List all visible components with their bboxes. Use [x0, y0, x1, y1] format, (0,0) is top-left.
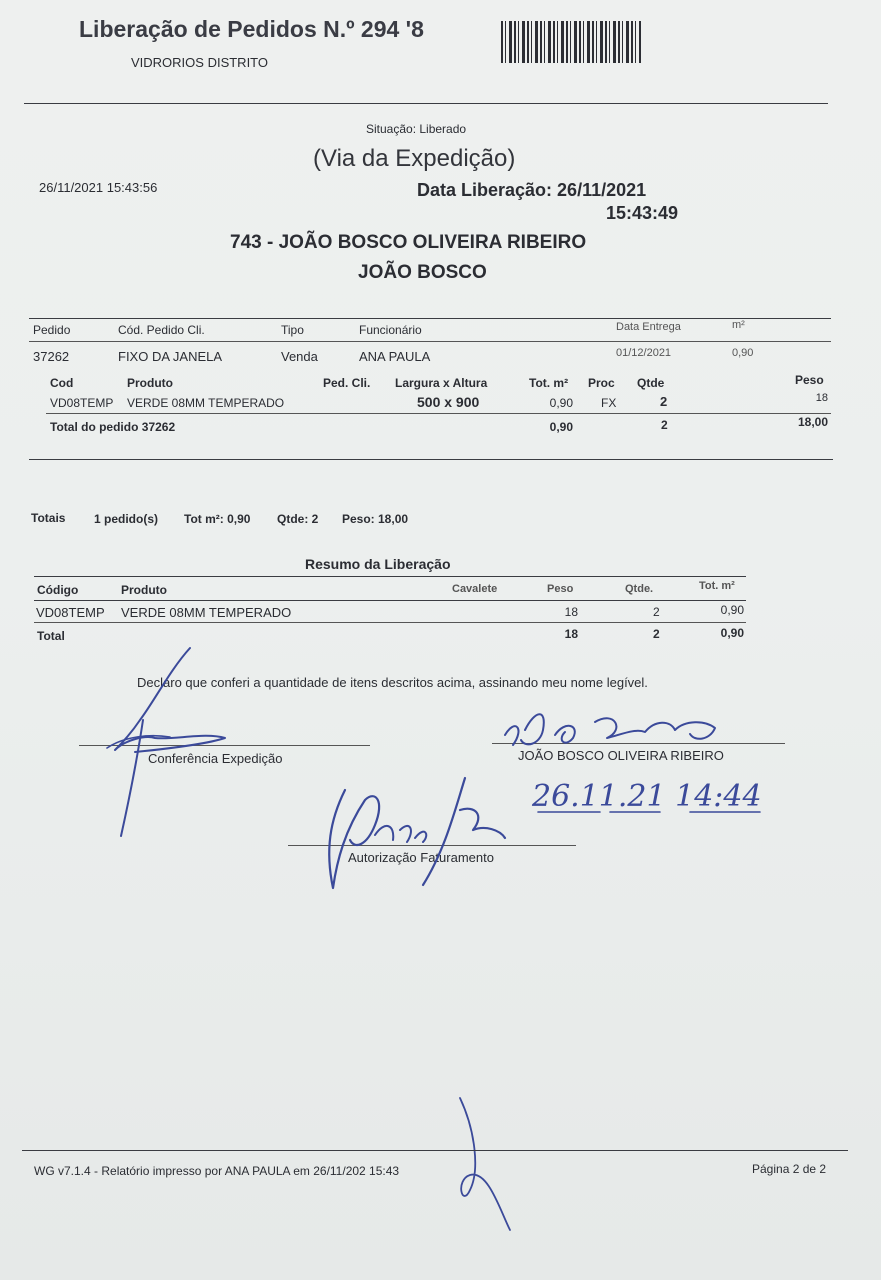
col-header-tipo: Tipo	[281, 323, 304, 337]
col-header-pedido: Pedido	[33, 323, 71, 337]
signature-date	[530, 768, 780, 818]
item-header-cod: Cod	[50, 376, 74, 390]
summary-tot-m2: 0,90	[720, 603, 744, 617]
release-date: Data Liberação: 26/11/2021	[417, 180, 647, 200]
situation-text: Situação: Liberado	[366, 122, 467, 136]
order-total-label: Total do pedido 37262	[50, 420, 176, 434]
summary-header-peso: Peso	[547, 583, 574, 595]
summary-total-m2: 0,90	[720, 626, 744, 640]
order-employee: ANA PAULA	[359, 349, 431, 364]
client-full-name: 743 - JOÃO BOSCO OLIVEIRA RIBEIRO	[230, 232, 587, 253]
order-total-peso: 18,00	[797, 415, 828, 429]
company-name: VIDRORIOS DISTRITO	[131, 55, 268, 70]
summary-qtde: 2	[653, 605, 660, 619]
label-autorizacao-faturamento: Autorização Faturamento	[348, 850, 494, 865]
summary-product: VERDE 08MM TEMPERADO	[121, 605, 292, 620]
divider	[34, 600, 746, 601]
item-product: VERDE 08MM TEMPERADO	[127, 396, 285, 410]
footer-divider	[22, 1150, 848, 1151]
release-time: 15:43:49	[606, 203, 679, 223]
item-tot-m2: 0,90	[549, 396, 573, 410]
summary-header-codigo: Código	[37, 583, 79, 597]
summary-header-qtde: Qtde.	[625, 583, 654, 595]
totals-label: Totais	[31, 511, 66, 525]
item-peso: 18	[815, 392, 828, 404]
summary-total-peso: 18	[564, 627, 578, 641]
totals-pedidos: 1 pedido(s)	[94, 512, 159, 526]
footer-print-info: WG v7.1.4 - Relatório impresso por ANA PAULA em 26/11/202 15:43	[34, 1164, 400, 1178]
item-header-dimensions: Largura x Altura	[395, 376, 488, 390]
divider	[29, 318, 831, 319]
summary-total-label: Total	[37, 629, 65, 643]
divider	[29, 341, 831, 342]
summary-total-qtde: 2	[653, 627, 660, 641]
divider	[24, 103, 828, 104]
item-header-produto: Produto	[127, 376, 173, 390]
item-header-peso: Peso	[795, 373, 824, 387]
totals-m2: Tot m²: 0,90	[184, 512, 251, 526]
order-total-qtde: 2	[661, 418, 668, 432]
label-conferencia-expedicao: Conferência Expedição	[148, 751, 283, 766]
summary-header-tot-m2: Tot. m²	[699, 580, 735, 592]
copy-label: (Via da Expedição)	[313, 145, 516, 172]
signature-client	[495, 700, 725, 760]
totals-peso: Peso: 18,00	[342, 512, 409, 526]
order-total-m2: 0,90	[549, 420, 573, 434]
signature-authorization	[315, 770, 535, 895]
declaration-text: Declaro que conferi a quantidade de itens descritos acima, assinando meu nome legível.	[137, 675, 648, 690]
item-code: VD08TEMP	[50, 396, 114, 410]
summary-title: Resumo da Liberação	[305, 556, 451, 572]
summary-header-cavalete: Cavalete	[452, 583, 498, 595]
order-delivery-date: 01/12/2021	[616, 347, 672, 359]
col-header-data-entrega: Data Entrega	[616, 321, 681, 333]
col-header-funcionario: Funcionário	[359, 323, 422, 337]
item-dimensions: 500 x 900	[417, 394, 480, 410]
barcode	[501, 21, 641, 63]
order-client-code: FIXO DA JANELA	[118, 349, 223, 364]
summary-header-produto: Produto	[121, 583, 167, 597]
item-header-ped-cli: Ped. Cli.	[323, 376, 371, 390]
divider	[34, 576, 746, 577]
item-header-proc: Proc	[588, 376, 615, 390]
signature-conferencia	[95, 640, 245, 840]
margin-pen-stroke	[440, 1090, 520, 1240]
col-header-m2: m²	[732, 319, 745, 331]
order-m2: 0,90	[732, 347, 754, 359]
divider	[46, 413, 831, 414]
divider	[34, 622, 746, 623]
summary-peso: 18	[564, 605, 578, 619]
handwritten-date-text: 26.11.21 14:44	[532, 779, 762, 814]
item-qtde: 2	[660, 394, 668, 409]
item-header-qtde: Qtde	[637, 376, 665, 390]
item-proc: FX	[601, 396, 617, 410]
document-title: Liberação de Pedidos N.º 294 '8	[79, 16, 424, 42]
printed-datetime: 26/11/2021 15:43:56	[39, 180, 158, 195]
totals-qtde: Qtde: 2	[277, 512, 319, 526]
order-type: Venda	[281, 349, 318, 364]
client-short-name: JOÃO BOSCO	[358, 262, 487, 283]
order-number: 37262	[33, 349, 70, 364]
col-header-cod-pedido: Cód. Pedido Cli.	[118, 323, 205, 337]
footer-page-number: Página 2 de 2	[752, 1162, 827, 1176]
item-header-tot-m2: Tot. m²	[529, 376, 569, 390]
divider	[29, 459, 833, 460]
summary-code: VD08TEMP	[36, 605, 105, 620]
label-client-name: JOÃO BOSCO OLIVEIRA RIBEIRO	[518, 748, 724, 763]
